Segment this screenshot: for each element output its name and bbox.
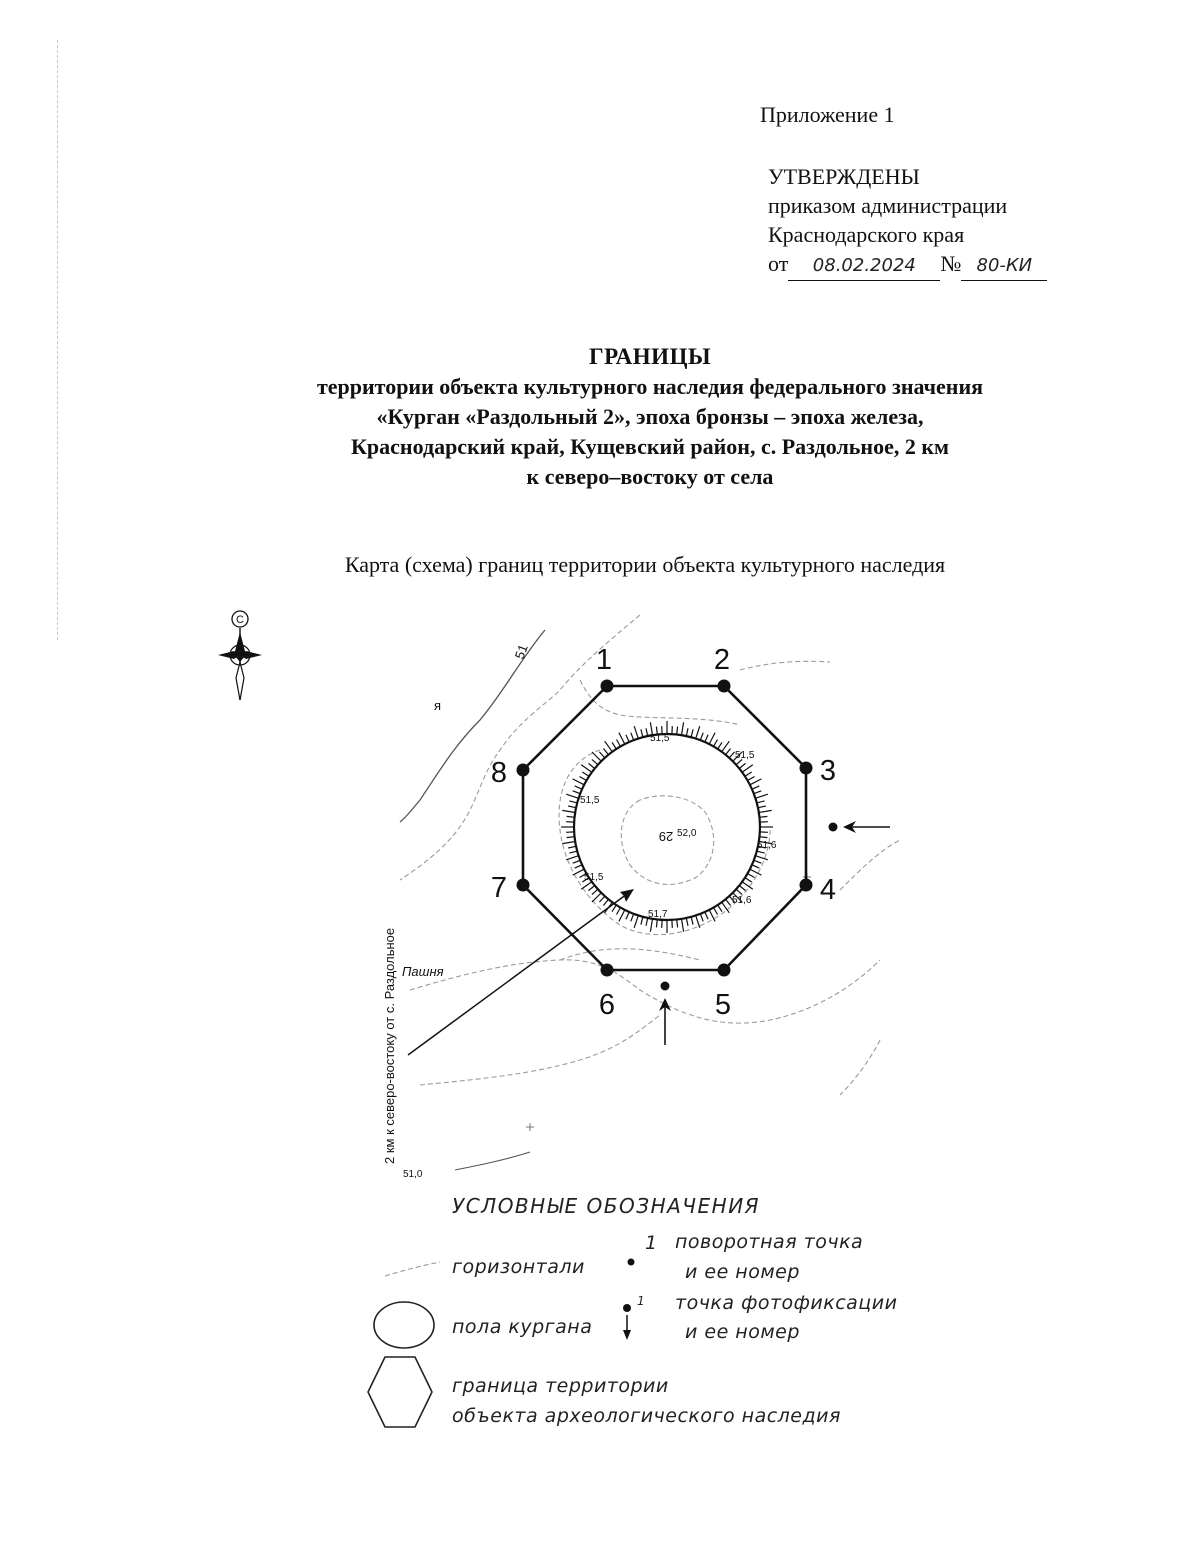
hachure-tick	[682, 722, 684, 735]
elev-top: 51,5	[650, 733, 670, 744]
hachure-tick	[581, 765, 592, 773]
fragment-label: я	[434, 698, 442, 713]
hachure-tick	[726, 899, 731, 905]
side-note: 2 км к северо-востоку от с. Раздольное	[382, 927, 397, 1164]
hachure-tick	[612, 905, 616, 912]
elev-bottom: 51,7	[648, 909, 668, 920]
map-subtitle: Карта (схема) границ территории объекта культурного наследия	[344, 552, 946, 577]
hachure-tick	[573, 860, 581, 863]
hachure-tick	[569, 801, 577, 803]
hachure-tick	[580, 777, 587, 781]
turning-point-4	[800, 879, 813, 892]
legend-mound: пола кургана	[452, 1316, 593, 1338]
hachure-tick	[603, 749, 608, 755]
hachure-tick	[745, 772, 752, 776]
arrow-diagonal-icon	[620, 889, 634, 902]
hachure-tick	[752, 865, 759, 868]
date-prefix: от	[768, 251, 789, 276]
legend-photo-num: 1	[637, 1294, 646, 1308]
hachure-tick	[752, 786, 759, 789]
hachure-tick	[748, 874, 755, 878]
hachure-tick	[573, 791, 581, 794]
hachure-tick	[722, 741, 730, 752]
approval-date: 08.02.2024	[788, 251, 940, 281]
hachure-tick	[599, 752, 604, 758]
approval-line-1: приказом администрации	[768, 193, 1008, 218]
hachure-tick	[567, 837, 575, 838]
hachure-tick	[646, 728, 648, 736]
hachure-tick	[656, 920, 657, 928]
hachure-tick	[700, 914, 703, 922]
north-arrow-icon	[218, 611, 262, 700]
hachure-tick	[575, 786, 582, 789]
legend-photo-line2: и ее номер	[685, 1321, 800, 1343]
hachure-tick	[709, 733, 715, 745]
appendix-label: Приложение 1	[760, 102, 895, 127]
hachure-tick	[641, 917, 643, 925]
point-label-4: 4	[819, 874, 837, 906]
place-label: Пашня	[402, 964, 444, 979]
elev-bottom-left: 51,0	[403, 1169, 423, 1180]
hachure-tick	[750, 779, 762, 785]
legend-turning-dot	[628, 1259, 635, 1266]
north-letter: С	[236, 614, 244, 626]
hachure-tick	[599, 896, 604, 902]
elev-center: 52,0	[677, 828, 697, 839]
hachure-tick	[582, 772, 589, 776]
hachure-tick	[705, 735, 708, 742]
legend-boundary-hexagon	[368, 1357, 432, 1427]
hachure-tick	[754, 791, 762, 794]
hachure-tick	[592, 889, 598, 894]
photo-points	[408, 821, 890, 1055]
hachure-tick	[726, 749, 731, 755]
hachure-tick	[566, 794, 578, 798]
hachure-tick	[757, 851, 765, 853]
hachure-tick	[589, 886, 595, 891]
hachure-tick	[686, 728, 688, 736]
point-label-5: 5	[714, 989, 732, 1021]
hachure-tick	[612, 742, 616, 749]
approval-title: УТВЕРЖДЕНЫ	[768, 164, 920, 189]
hachure-tick	[568, 846, 576, 848]
hachure-tick	[700, 733, 703, 741]
hachure-tick	[755, 794, 767, 798]
hachure-tick	[758, 806, 766, 808]
hachure-tick	[617, 908, 621, 915]
legend-contour-sample	[385, 1262, 440, 1276]
elevation-labels	[402, 642, 777, 1180]
hachure-tick	[589, 763, 595, 768]
number-sign: №	[940, 251, 962, 276]
hachure-tick	[682, 919, 684, 932]
hachure-tick	[626, 912, 629, 919]
hachure-tick	[641, 729, 643, 737]
approval-line-2: Краснодарского края	[768, 222, 965, 247]
hachure-tick	[650, 919, 652, 932]
title-main: ГРАНИЦЫ	[588, 344, 712, 369]
turning-point-5	[718, 964, 731, 977]
hachure-tick	[562, 810, 575, 812]
photo-point-bottom	[661, 982, 670, 991]
title-line-4: к северо–востоку от села	[526, 464, 774, 489]
legend-contours: горизонтали	[452, 1256, 585, 1278]
hachure-tick	[677, 920, 678, 928]
hachure-tick	[718, 905, 722, 912]
hachure-tick	[592, 752, 601, 761]
legend-turning-num: 1	[645, 1232, 658, 1254]
hachure-tick	[568, 806, 576, 808]
center-mark: 29	[658, 829, 674, 844]
hachure-tick	[566, 856, 578, 860]
elev-left: 51,5	[580, 795, 600, 806]
hachure-tick	[754, 860, 762, 863]
turning-point-6	[601, 964, 614, 977]
hachure-tick	[709, 910, 715, 922]
elev-lower-left: 51,5	[584, 872, 604, 883]
hachure-tick	[714, 908, 718, 915]
hachure-tick	[696, 726, 700, 738]
hachure-tick	[626, 735, 629, 742]
point-label-6: 6	[598, 989, 616, 1021]
legend	[368, 1194, 897, 1427]
hachure-tick	[677, 727, 678, 735]
hachure-tick	[729, 752, 734, 758]
hachure-tick	[567, 816, 575, 817]
hachure-tick	[718, 742, 722, 749]
point-label-2: 2	[713, 644, 731, 676]
hachure-tick	[739, 886, 745, 891]
hachure-tick	[705, 912, 708, 919]
elev-lower-right: 51,6	[732, 895, 752, 906]
legend-boundary-line2: объекта археологического наследия	[452, 1405, 841, 1427]
mound-floor-circle	[574, 734, 760, 920]
hachure-tick	[573, 869, 585, 875]
hachure-tick	[562, 842, 575, 844]
hachure-tick	[748, 777, 755, 781]
hachure-tick	[691, 917, 693, 925]
hachure-tick	[745, 878, 752, 882]
turning-point-1	[601, 680, 614, 693]
hachure-tick	[696, 915, 700, 927]
hachure-tick	[592, 893, 601, 902]
hachure-tick	[617, 740, 621, 747]
hachure-tick	[759, 810, 772, 812]
hachure-tick	[619, 733, 625, 745]
hachure-tick	[691, 729, 693, 737]
hachure-tick	[760, 816, 768, 817]
turning-points	[517, 680, 813, 977]
hachure-tick	[619, 910, 625, 922]
point-label-3: 3	[819, 755, 837, 787]
elev-right: 51,6	[757, 840, 777, 851]
hachure-tick	[634, 915, 638, 927]
territory-boundary	[523, 686, 806, 970]
photo-point-right	[829, 823, 838, 832]
legend-mound-ellipse	[374, 1302, 434, 1348]
hachure-tick	[573, 779, 585, 785]
point-label-8: 8	[490, 757, 508, 789]
hachure-tick	[634, 726, 638, 738]
legend-photo-dot	[623, 1304, 631, 1312]
hachure-tick	[575, 865, 582, 868]
hachure-tick	[742, 882, 753, 890]
hachure-tick	[739, 763, 745, 768]
turning-point-2	[718, 680, 731, 693]
turning-point-8	[517, 764, 530, 777]
elev-top-right: 51,5	[735, 750, 755, 761]
legend-turning-line1: поворотная точка	[675, 1231, 864, 1253]
point-label-7: 7	[490, 872, 508, 904]
hachure-tick	[760, 837, 768, 838]
hachure-tick	[736, 889, 742, 894]
legend-photo-line1: точка фотофиксации	[675, 1292, 898, 1314]
point-label-1: 1	[595, 644, 613, 676]
title-line-1: территории объекта культурного наследия федерального значения	[316, 374, 984, 399]
hachure-tick	[714, 740, 718, 747]
hachure-tick	[592, 759, 598, 764]
legend-boundary-line1: граница территории	[452, 1375, 669, 1397]
hachure-tick	[603, 899, 608, 905]
turning-point-7	[517, 879, 530, 892]
hachure-tick	[631, 914, 634, 922]
turning-point-3	[800, 762, 813, 775]
grid-crosses	[526, 873, 811, 1131]
hachure-tick	[569, 851, 577, 853]
hachure-tick	[605, 741, 613, 752]
hachure-tick	[722, 902, 730, 913]
hachure-tick	[757, 801, 765, 803]
hachure-tick	[742, 765, 753, 773]
title-line-2: «Курган «Раздольный 2», эпоха бронзы – эпоха железа,	[376, 404, 924, 429]
legend-turning-line2: и ее номер	[685, 1261, 800, 1283]
legend-title: УСЛОВНЫЕ ОБОЗНАЧЕНИЯ	[452, 1194, 761, 1218]
hachure-tick	[686, 918, 688, 926]
approval-number: 80-КИ	[961, 251, 1047, 281]
legend-photo-arrow-icon	[623, 1330, 631, 1340]
hachure-tick	[631, 733, 634, 741]
title-line-3: Краснодарский край, Кущевский район, с. Раздольное, 2 км	[350, 434, 950, 459]
elev-contour-top-left: 51	[511, 642, 531, 662]
